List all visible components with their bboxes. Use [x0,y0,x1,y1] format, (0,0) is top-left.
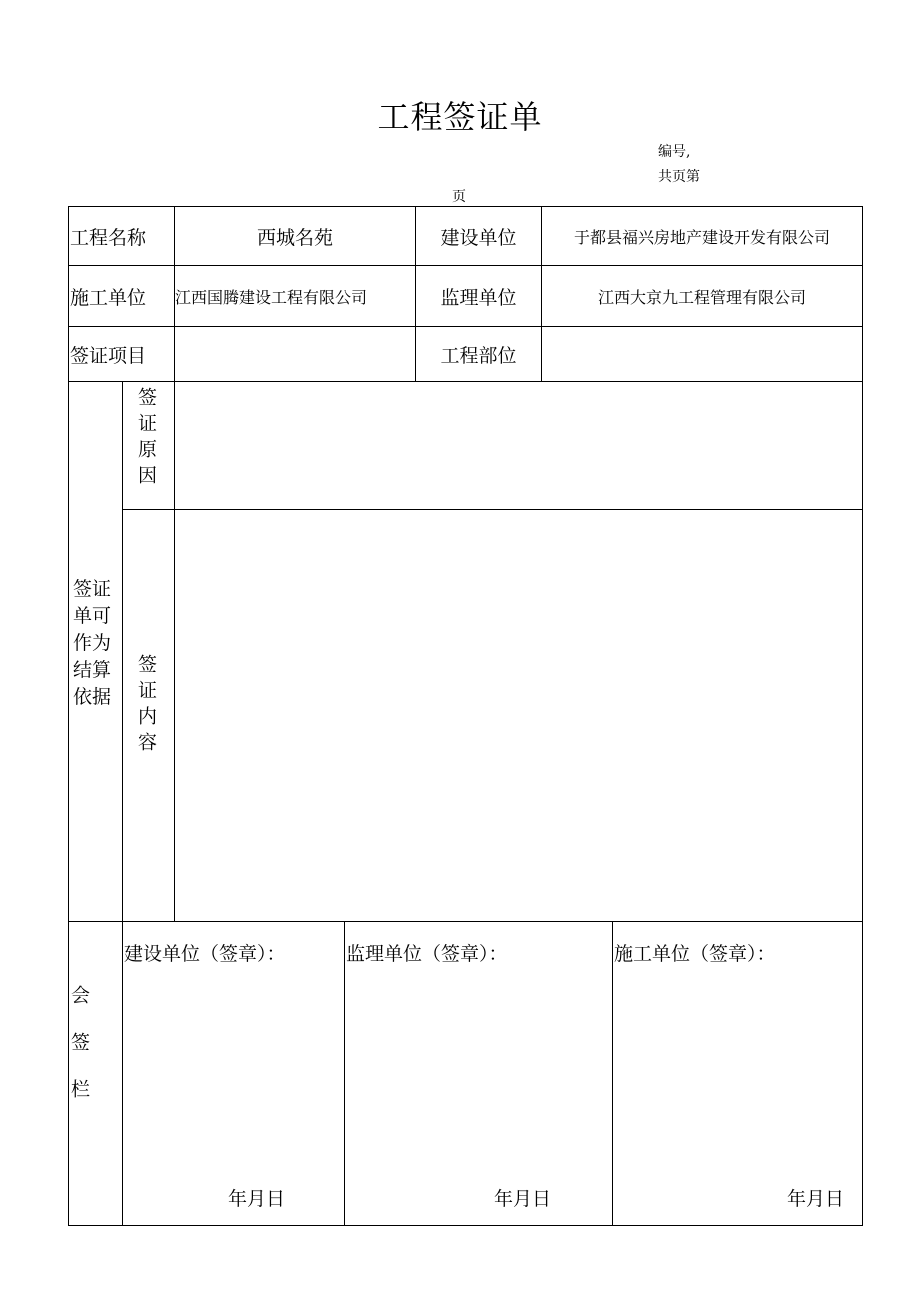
supervisor-sign-label: 监理单位（签章）： [346,942,508,965]
project-part-value[interactable] [548,327,858,381]
owner-value: 于都县福兴房地产建设开发有限公司 [573,227,830,247]
visa-reason-value[interactable] [182,388,852,503]
document-number-label: 编号, [658,144,691,160]
page-count-label: 共页第 [658,169,700,185]
visa-item-value[interactable] [180,327,410,381]
owner-sign-date: 年月日 [228,1188,286,1210]
supervisor-value: 江西大京九工程管理有限公司 [597,287,806,307]
countersign-label: 会签栏 [68,985,90,1126]
table-col-divider [122,381,123,1226]
contractor-sign-label: 施工单位（签章）： [614,942,776,965]
page-suffix-label: 页 [452,189,466,205]
project-name-value: 西城名苑 [256,226,333,249]
table-border-bottom [68,1225,863,1226]
table-col-divider [174,381,175,922]
project-name-label: 工程名称 [70,226,147,249]
contractor-value: 江西国腾建设工程有限公司 [175,287,368,307]
project-part-label: 工程部位 [440,344,517,367]
table-border-right [862,206,863,1226]
table-row-divider [68,921,863,922]
table-row-divider [68,381,863,382]
owner-sign-label: 建设单位（签章）： [124,942,286,965]
supervisor-sign-date: 年月日 [494,1188,552,1210]
visa-content-value[interactable] [182,516,852,916]
settlement-basis-label: 签证单可作为结算依据 [73,578,112,708]
table-col-divider [344,921,345,1226]
page-title: 工程签证单 [377,98,543,136]
contractor-sign-date: 年月日 [787,1188,845,1210]
visa-content-label: 签证内容 [135,654,157,758]
visa-item-label: 签证项目 [70,344,147,367]
table-row-divider [122,509,863,510]
supervisor-label: 监理单位 [440,286,517,309]
table-col-divider [612,921,613,1226]
visa-reason-label: 签证原因 [135,387,157,491]
owner-label: 建设单位 [440,226,517,249]
contractor-label: 施工单位 [70,286,147,309]
